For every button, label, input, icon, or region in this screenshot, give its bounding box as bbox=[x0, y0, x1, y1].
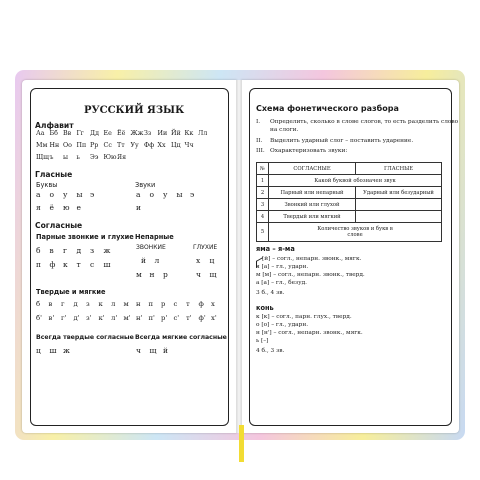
unpaired-voiceless-row-1 bbox=[196, 256, 223, 265]
consonant-letter: т' bbox=[186, 314, 192, 322]
alphabet-letter: Бб bbox=[49, 130, 58, 137]
always-soft-row bbox=[136, 346, 177, 355]
vowel-sounds-label: Звуки bbox=[135, 181, 156, 189]
table-cell: 4 bbox=[257, 211, 269, 223]
unpaired-voiced-row-1 bbox=[141, 256, 168, 265]
page-title: РУССКИЙ ЯЗЫК bbox=[84, 105, 185, 116]
consonant-letter: з' bbox=[86, 314, 92, 322]
alphabet-letter: Гг bbox=[76, 130, 84, 137]
consonant-letter: н bbox=[136, 300, 141, 308]
table-row bbox=[257, 211, 442, 223]
consonant-letter: т bbox=[186, 300, 190, 308]
step-2-text: Выделить ударный слог – поставить ударение. bbox=[270, 138, 414, 144]
example-2-line: о [о] – гл., ударн. bbox=[256, 322, 309, 328]
alphabet-letter: Оо bbox=[63, 142, 72, 149]
alphabet-row-2 bbox=[36, 142, 198, 149]
step-1-text: Определить, сколько в слове слогов, то есть разделить слово bbox=[270, 119, 459, 125]
table-cell: 2 bbox=[257, 187, 269, 199]
table-cell: Количество звуков и букв в слове bbox=[269, 223, 442, 242]
table-cell: Парный или непарный bbox=[269, 187, 356, 199]
alphabet-letter: Цц bbox=[171, 142, 181, 149]
example-1-line: [й] – согл., непарн. звонк., мягк. bbox=[262, 256, 362, 262]
alphabet-letter: Жж bbox=[130, 130, 144, 137]
step-1-text-cont: на слоги. bbox=[270, 127, 299, 133]
alphabet-heading: Алфавит bbox=[35, 121, 74, 130]
example-1-line: м [м] – согл., непарн. звонк., тверд. bbox=[256, 272, 365, 278]
alphabet-letter: ы bbox=[63, 154, 69, 161]
vowel-sound: ы bbox=[176, 190, 183, 199]
table-cell bbox=[356, 199, 442, 211]
vowel-sound: у bbox=[163, 190, 168, 199]
consonant-letter: д bbox=[76, 246, 82, 255]
consonant-letter: г bbox=[61, 300, 65, 308]
paired-voiceless-row bbox=[36, 260, 117, 269]
consonant-letter: н' bbox=[136, 314, 143, 322]
vowel-sounds-row-2 bbox=[136, 203, 150, 212]
vowel-letter: ё bbox=[49, 203, 54, 212]
alphabet-letter: Фф bbox=[144, 142, 155, 149]
vowel-sound: о bbox=[149, 190, 155, 199]
voiceless-label: ГЛУХИЕ bbox=[193, 244, 218, 251]
consonant-letter: р bbox=[163, 270, 168, 279]
alphabet-letter: ь bbox=[76, 154, 80, 161]
book-spine bbox=[236, 80, 242, 433]
consonant-letter: ц bbox=[209, 256, 215, 265]
step-3-num: III. bbox=[256, 148, 265, 154]
example-1-line: я [а] – гл., ударн. bbox=[256, 264, 309, 270]
consonant-letter: х' bbox=[211, 314, 217, 322]
table-row bbox=[257, 187, 442, 199]
always-hard-row bbox=[36, 346, 77, 355]
vowel-letter: ы bbox=[76, 190, 83, 199]
phonetic-table bbox=[256, 162, 442, 242]
alphabet-letter: Рр bbox=[90, 142, 99, 149]
alphabet-letter: Уу bbox=[130, 142, 139, 149]
step-2-num: II. bbox=[256, 138, 263, 144]
alphabet-letter: Чч bbox=[184, 142, 194, 149]
alphabet-row-3 bbox=[36, 154, 131, 161]
consonant-letter: л' bbox=[111, 314, 118, 322]
consonant-letter: т bbox=[76, 260, 81, 269]
consonant-letter: р bbox=[161, 300, 166, 308]
table-cell: Ударный или безударный bbox=[356, 187, 442, 199]
consonant-letter: б' bbox=[36, 314, 42, 322]
consonant-letter: с' bbox=[173, 314, 180, 322]
consonant-letter: р' bbox=[161, 314, 168, 322]
paired-voiced-row bbox=[36, 246, 117, 255]
vowel-letters-label: Буквы bbox=[36, 181, 58, 189]
consonant-letter: с bbox=[173, 300, 178, 308]
table-cell: 1 bbox=[257, 175, 269, 187]
table-row bbox=[257, 223, 442, 242]
consonant-letter: с bbox=[90, 260, 95, 269]
consonant-letter: ч bbox=[136, 346, 141, 355]
phonetic-title: Схема фонетического разбора bbox=[256, 104, 399, 113]
vowel-letters-row-1 bbox=[36, 190, 104, 199]
table-header-cell: № bbox=[257, 163, 269, 175]
table-header-cell: ГЛАСНЫЕ bbox=[356, 163, 442, 175]
consonant-letter: ш bbox=[103, 260, 111, 269]
example-2-line: н [н'] – согл., непарн. звонк., мягк. bbox=[256, 330, 363, 336]
consonant-letter: щ bbox=[209, 270, 217, 279]
alphabet-letter: Кк bbox=[184, 130, 194, 137]
alphabet-letter: Сс bbox=[103, 142, 112, 149]
vowel-sounds-row-1 bbox=[136, 190, 204, 199]
consonant-letter: л bbox=[111, 300, 116, 308]
alphabet-letter: Ии bbox=[157, 130, 168, 137]
consonant-letter: б bbox=[36, 300, 41, 308]
hard-soft-label: Твердые и мягкие bbox=[36, 288, 106, 296]
consonant-letter: п bbox=[36, 260, 41, 269]
soft-consonants-row bbox=[36, 314, 224, 322]
consonant-letter: м bbox=[136, 270, 142, 279]
consonant-letter: ж bbox=[63, 346, 70, 355]
hard-consonants-row bbox=[36, 300, 224, 308]
voiced-label: ЗВОНКИЕ bbox=[136, 244, 166, 251]
consonant-letter: в bbox=[49, 246, 54, 255]
consonant-letter: к bbox=[98, 300, 103, 308]
consonant-letter: х bbox=[211, 300, 215, 308]
consonant-letter: щ bbox=[149, 346, 157, 355]
alphabet-letter: Зз bbox=[144, 130, 152, 137]
table-cell: 5 bbox=[257, 223, 269, 242]
consonant-letter: й bbox=[141, 256, 146, 265]
step-3-text: Охарактеризовать звуки: bbox=[270, 148, 348, 154]
vowel-sound: э bbox=[190, 190, 195, 199]
consonant-letter: п bbox=[148, 300, 154, 308]
table-row bbox=[257, 175, 442, 187]
consonant-letter: л bbox=[154, 256, 160, 265]
example-2-line: 4 б., 3 зв. bbox=[256, 348, 285, 354]
consonant-letter: в' bbox=[48, 314, 55, 322]
table-cell: Какой буквой обозначен звук bbox=[269, 175, 442, 187]
example-2-word: конь bbox=[256, 304, 274, 312]
consonant-letter: г bbox=[63, 246, 67, 255]
alphabet-letter: Пп bbox=[76, 142, 87, 149]
paired-label: Парные звонкие и глухие bbox=[36, 233, 134, 241]
table-row bbox=[257, 199, 442, 211]
alphabet-letter: ъ bbox=[49, 154, 54, 161]
consonant-letter: к bbox=[63, 260, 68, 269]
unpaired-label: Непарные bbox=[135, 233, 174, 241]
consonant-letter: к' bbox=[98, 314, 105, 322]
consonant-letter: б bbox=[36, 246, 41, 255]
consonant-letter: х bbox=[196, 256, 201, 265]
table-cell bbox=[356, 211, 442, 223]
example-1-line: 3 б., 4 зв. bbox=[256, 290, 285, 296]
table-header-row bbox=[257, 163, 442, 175]
consonant-letter: ж bbox=[103, 246, 111, 255]
example-2-line: ь [–] bbox=[256, 338, 269, 344]
consonant-letter: н bbox=[149, 270, 155, 279]
vowel-letter: а bbox=[36, 190, 41, 199]
alphabet-letter: Тт bbox=[117, 142, 125, 149]
alphabet-letter: Ёё bbox=[117, 130, 126, 137]
vowels-heading: Гласные bbox=[35, 170, 73, 179]
alphabet-letter: Вв bbox=[63, 130, 72, 137]
table-cell: 3 bbox=[257, 199, 269, 211]
alphabet-letter: Юю bbox=[103, 154, 117, 161]
consonant-letter: д' bbox=[73, 314, 80, 322]
vowel-sound: и bbox=[136, 203, 141, 212]
consonant-letter: д bbox=[73, 300, 78, 308]
table-cell: Твердый или мягкий bbox=[269, 211, 356, 223]
alphabet-letter: Мм bbox=[36, 142, 48, 149]
example-1-word: яма – я-ма bbox=[256, 245, 295, 253]
consonant-letter: й bbox=[163, 346, 168, 355]
alphabet-letter: Йй bbox=[171, 130, 181, 137]
alphabet-letter: Ээ bbox=[90, 154, 99, 161]
consonant-letter: ч bbox=[196, 270, 201, 279]
example-1-line: а [а] – гл., безуд. bbox=[256, 280, 308, 286]
consonant-letter: ф bbox=[49, 260, 56, 269]
always-hard-label: Всегда твердые согласные bbox=[36, 334, 134, 341]
vowel-letter: э bbox=[90, 190, 95, 199]
consonant-letter: п' bbox=[148, 314, 155, 322]
consonant-letter: ф bbox=[198, 300, 204, 308]
alphabet-letter: Яя bbox=[117, 154, 127, 161]
consonant-letter: в bbox=[48, 300, 53, 308]
alphabet-letter: Нн bbox=[49, 142, 60, 149]
vowel-sound: а bbox=[136, 190, 141, 199]
table-header-cell: СОГЛАСНЫЕ bbox=[269, 163, 356, 175]
example-2-line: к [к] – согл., парн. глух., тверд. bbox=[256, 314, 352, 320]
always-soft-label: Всегда мягкие согласные bbox=[135, 334, 227, 341]
alphabet-letter: Дд bbox=[90, 130, 99, 137]
alphabet-letter: Аа bbox=[36, 130, 45, 137]
consonant-letter: ф' bbox=[198, 314, 206, 322]
consonant-letter: ц bbox=[36, 346, 41, 355]
consonant-letter: з bbox=[86, 300, 90, 308]
consonant-letter: ш bbox=[49, 346, 57, 355]
vowel-letter: о bbox=[49, 190, 55, 199]
alphabet-letter: Щщ bbox=[36, 154, 50, 161]
bookmark-ribbon bbox=[239, 425, 244, 462]
consonant-letter: м bbox=[123, 300, 129, 308]
vowel-letter: ю bbox=[63, 203, 70, 212]
consonants-heading: Согласные bbox=[35, 221, 83, 230]
vowel-letter: я bbox=[36, 203, 41, 212]
alphabet-row-1 bbox=[36, 130, 212, 137]
vowel-letter: у bbox=[63, 190, 68, 199]
table-cell: Звонкий или глухой bbox=[269, 199, 356, 211]
alphabet-letter: Ее bbox=[103, 130, 112, 137]
vowel-letters-row-2 bbox=[36, 203, 90, 212]
alphabet-letter: Лл bbox=[198, 130, 208, 137]
unpaired-voiceless-row-2 bbox=[196, 270, 223, 279]
unpaired-voiced-row-2 bbox=[136, 270, 177, 279]
alphabet-letter: Хх bbox=[157, 142, 166, 149]
consonant-letter: з bbox=[90, 246, 95, 255]
step-1-num: I. bbox=[256, 119, 261, 125]
consonant-letter: м' bbox=[123, 314, 131, 322]
vowel-letter: е bbox=[76, 203, 81, 212]
consonant-letter: г' bbox=[61, 314, 67, 322]
